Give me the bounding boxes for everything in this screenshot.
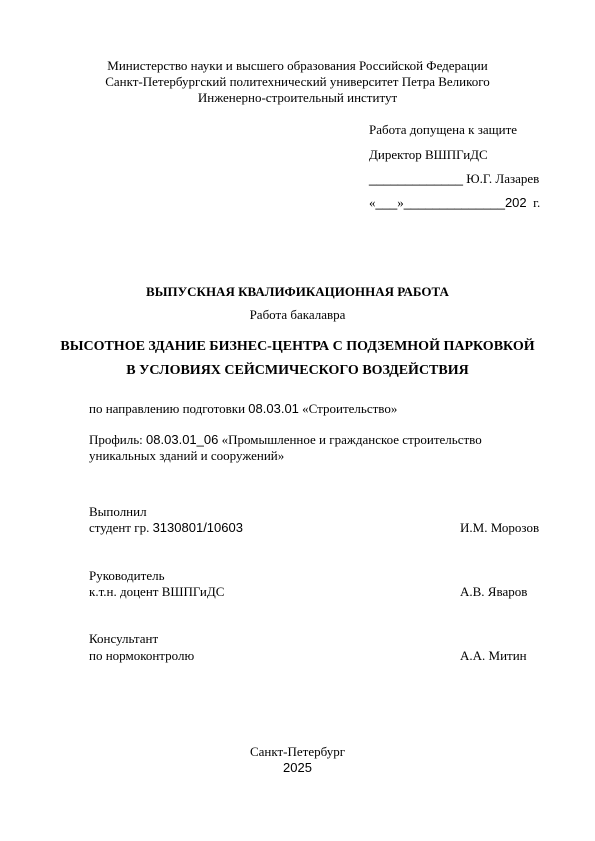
direction-prefix: по направлению подготовки xyxy=(89,401,246,416)
direction-line xyxy=(89,401,397,417)
topic-line-2: В УСЛОВИЯХ СЕЙСМИЧЕСКОГО ВОЗДЕЙСТВИЯ xyxy=(126,363,469,378)
consultant-role: Консультант xyxy=(89,631,159,646)
performer-detail xyxy=(89,520,243,536)
performer-name: И.М. Морозов xyxy=(460,520,540,535)
date-suffix: г. xyxy=(533,195,541,210)
date-month-blank: ______________ xyxy=(403,195,505,210)
profile-code: 08.03.01_06 xyxy=(146,432,219,447)
supervisor-detail: к.т.н. доцент ВШПГиДС xyxy=(89,584,225,599)
university-line: Санкт-Петербургский политехнический университет Петра Великого xyxy=(105,74,490,89)
footer-year: 2025 xyxy=(283,760,312,775)
direction-name: «Строительство» xyxy=(302,401,398,416)
signature-name: Ю.Г. Лазарев xyxy=(466,171,540,186)
signature-blank: _____________ xyxy=(369,171,463,186)
supervisor-name: А.В. Яваров xyxy=(460,584,528,599)
performer-group: 3130801/10603 xyxy=(152,520,243,535)
profile-name-line-1: «Промышленное и гражданское строительство xyxy=(221,432,482,447)
profile-line-1 xyxy=(89,432,482,448)
consultant-name: А.А. Митин xyxy=(460,648,527,663)
approval-date-line xyxy=(369,195,540,211)
date-open-quote: « xyxy=(369,195,376,210)
consultant-detail: по нормоконтролю xyxy=(89,648,195,663)
profile-prefix: Профиль: xyxy=(89,432,143,447)
approval-admitted: Работа допущена к защите xyxy=(369,122,518,137)
supervisor-role: Руководитель xyxy=(89,568,165,583)
profile-name-line-2: уникальных зданий и сооружений» xyxy=(89,448,285,463)
institute-line: Инженерно-строительный институт xyxy=(197,90,398,105)
date-day-blank: ___ xyxy=(375,195,398,210)
performer-detail-prefix: студент гр. xyxy=(89,520,150,535)
approval-signature-line xyxy=(369,171,539,187)
topic-line-1: ВЫСОТНОЕ ЗДАНИЕ БИЗНЕС-ЦЕНТРА С ПОДЗЕМНОЙ ПАРКОВКОЙ xyxy=(60,339,535,354)
direction-code: 08.03.01 xyxy=(248,401,299,416)
document-type: ВЫПУСКНАЯ КВАЛИФИКАЦИОННАЯ РАБОТА xyxy=(146,284,449,299)
approval-director: Директор ВШПГиДС xyxy=(369,147,488,162)
performer-role: Выполнил xyxy=(89,504,147,519)
date-year: 202 xyxy=(504,195,527,210)
document-subtype: Работа бакалавра xyxy=(249,307,346,322)
date-close-quote: » xyxy=(397,195,404,210)
ministry-line: Министерство науки и высшего образования Российской Федерации xyxy=(107,58,488,73)
footer-city: Санкт-Петербург xyxy=(249,744,346,759)
